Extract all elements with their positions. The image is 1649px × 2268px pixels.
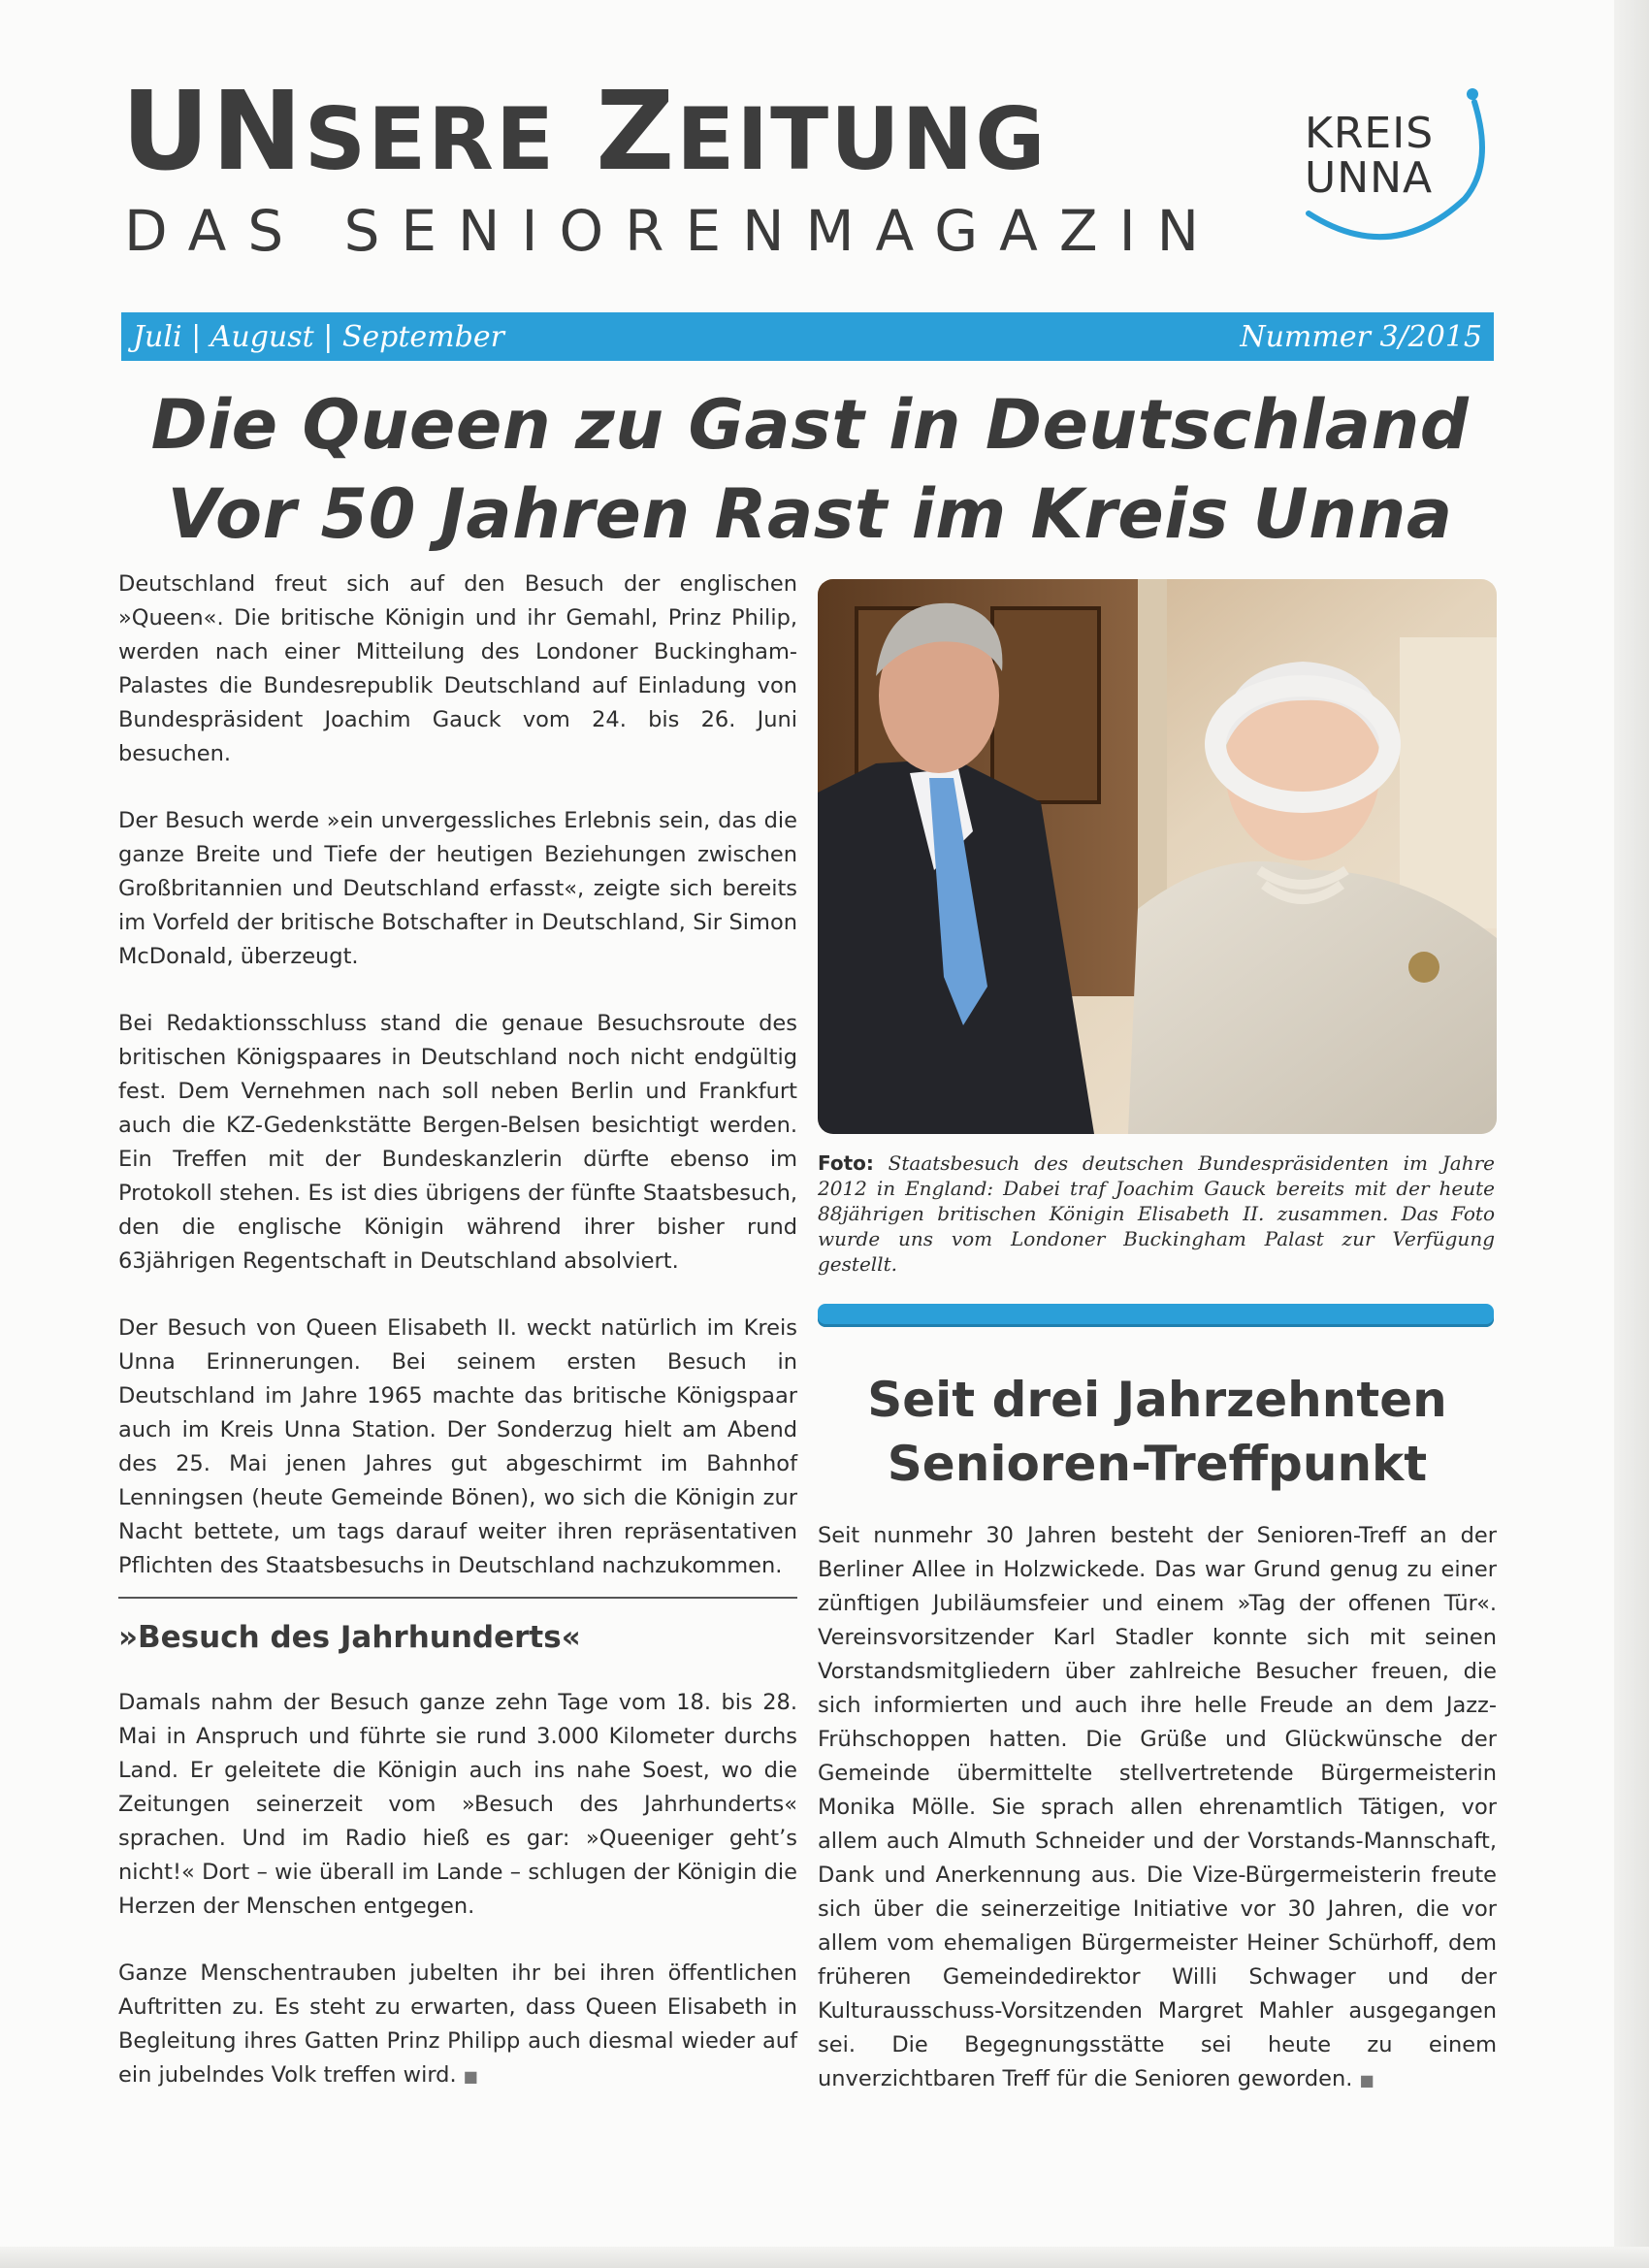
article-queen — [118, 567, 797, 2126]
article-paragraph: Der Besuch von Queen Elisabeth II. weckt natürlich im Kreis Unna Erinnerungen. Bei seinem ersten Besuch in Deutschland im Jahre 1965 machte das britische Königspaar auch im Kreis Unna Station. Der Sonderzug hielt am Abend des 25. Mai jenen Jahres gut abgeschirmt im Bahnhof Lenningsen (heute Gemeinde Bönen), wo sich die Königin zur Nacht bettete, um tags darauf weiter ihren repräsentativen Pflichten des Staatsbesuchs in Deutschland nachzukommen. — [118, 1315, 797, 1578]
blue-divider — [818, 1304, 1494, 1327]
logo-line-kreis: KREIS — [1305, 109, 1435, 158]
logo-line-unna: UNNA — [1305, 153, 1434, 203]
main-headline — [121, 380, 1499, 559]
article-paragraph: Bei Redaktionsschluss stand die genaue Besuchsroute des britischen Königspaares in Deutschland noch nicht endgültig fest. Dem Vernehmen nach soll neben Berlin und Frankfurt auch die KZ-Gedenkstätte Bergen-Belsen besichtigt werden. Ein Treffen mit der Bundeskanzlerin dürfte ebenso im Protokoll stehen. Es ist dies übrigens der fünfte Staatsbesuch, den die englische Königin während ihrer bisher rund 63jährigen Regentschaft in Deutschland absolviert. — [118, 1011, 797, 1274]
photo-gauck-queen — [818, 579, 1497, 1134]
photo-caption — [818, 1150, 1495, 1277]
treff-heading — [818, 1368, 1497, 1496]
logo-text — [1305, 109, 1435, 203]
issue-number: Nummer 3/2015 — [1240, 319, 1482, 354]
treff-heading-line-1: Seit drei Jahrzehnten — [867, 1372, 1447, 1428]
page-edge — [1614, 0, 1649, 2268]
masthead-subtitle: DAS SENIORENMAGAZIN — [124, 198, 1221, 264]
headline-line-2: Vor 50 Jahren Rast im Kreis Unna — [167, 474, 1453, 554]
subheading-besuch: »Besuch des Jahrhunderts« — [118, 1620, 581, 1655]
issue-months: Juli | August | September — [133, 319, 504, 354]
caption-label: Foto: — [818, 1151, 874, 1175]
article-paragraph-last: Ganze Menschentrauben jubelten ihr bei ihren öffentlichen Auftritten zu. Es steht zu erwarten, dass Queen Elisabeth in Begleitung ihres Gatten Prinz Philipp auch diesmal wieder auf ein jubelndes Volk treffen wird. ■ — [118, 1960, 797, 2088]
article-paragraph: Der Besuch werde »ein unvergessliches Erlebnis sein, das die ganze Breite und Tiefe der heutigen Beziehungen zwischen Großbritannien und Deutschland erfasst«, zeigte sich bereits im Vorfeld der britische Botschafter in Deutschland, Sir Simon McDonald, überzeugt. — [118, 808, 797, 969]
headline-line-1: Die Queen zu Gast in Deutschland — [150, 385, 1470, 465]
treff-body: Seit nunmehr 30 Jahren besteht der Senioren-Treff an der Berliner Allee in Holzwickede. Das war Grund genug zu einer zünftigen Jubiläumsfeier und einem »Tag der offenen Tür«. Vereinsvorsitzender Karl Stadler konnte sich mit seinen Vorstandsmitgliedern über zahlreiche Besucher freuen, die sich informierten und auch ihre helle Freude an dem Jazz-Frühschoppen hatten. Die Grüße und Glückwünsche der Gemeinde übermittelte stellvertretende Bürgermeisterin Monika Mölle. Sie sprach allen ehrenamtlich Tätigen, vor allem auch Almuth Schneider und der Vorstands-Mannschaft, Dank und Anerkennung aus. Die Vize-Bürgermeisterin freute sich über die seinerzeitige Initiative vor 30 Jahren, die vor allem vom ehemaligen Bürgermeister Heiner Schürhoff, dem früheren Gemeindedirektor Willi Schwager und der Kulturausschuss-Vorsitzenden Margret Mahler ausgegangen sei. Die Begegnungsstätte sei heute zu einem unverzichtbaren Treff für die Senioren geworden. ■ — [818, 1523, 1497, 2091]
section-divider — [118, 1597, 797, 1599]
treff-heading-line-2: Senioren-Treffpunkt — [887, 1436, 1428, 1492]
page-bottom-edge — [0, 2247, 1649, 2268]
masthead-title: UNSERE ZEITUNG — [121, 69, 1048, 195]
article-paragraph: Damals nahm der Besuch ganze zehn Tage vom 18. bis 28. Mai in Anspruch und führte sie rund 3.000 Kilometer durchs Land. Er geleitete die Königin auch ins nahe Soest, wo die Zeitungen seinerzeit vom »Besuch des Jahrhunderts« sprachen. Und im Radio hieß es gar: »Queeniger geht’s nicht!« Dort – wie überall im Lande – schlugen der Königin die Herzen der Menschen entgegen. — [118, 1690, 797, 1919]
article-treff — [818, 1519, 1497, 2097]
caption-text: Staatsbesuch des deutschen Bundespräsidenten im Jahre 2012 in England: Dabei traf Joachim Gauck bereits mit der heute 88jährigen britischen Königin Elisabeth II. zusammen. Das Foto wurde uns vom Londoner Buckingham Palast zur Verfügung gestellt. — [818, 1151, 1495, 1276]
end-mark-icon: ■ — [1359, 2071, 1374, 2090]
article-paragraph: Deutschland freut sich auf den Besuch der englischen »Queen«. Die britische Königin und ihr Gemahl, Prinz Philip, werden nach einer Mitteilung des Londoner Buckingham-Palastes die Bundesrepublik Deutschland auf Einladung von Bundespräsident Joachim Gauck vom 24. bis 26. Juni besuchen. — [118, 571, 797, 766]
end-mark-icon: ■ — [463, 2067, 478, 2086]
issue-bar — [121, 312, 1494, 361]
